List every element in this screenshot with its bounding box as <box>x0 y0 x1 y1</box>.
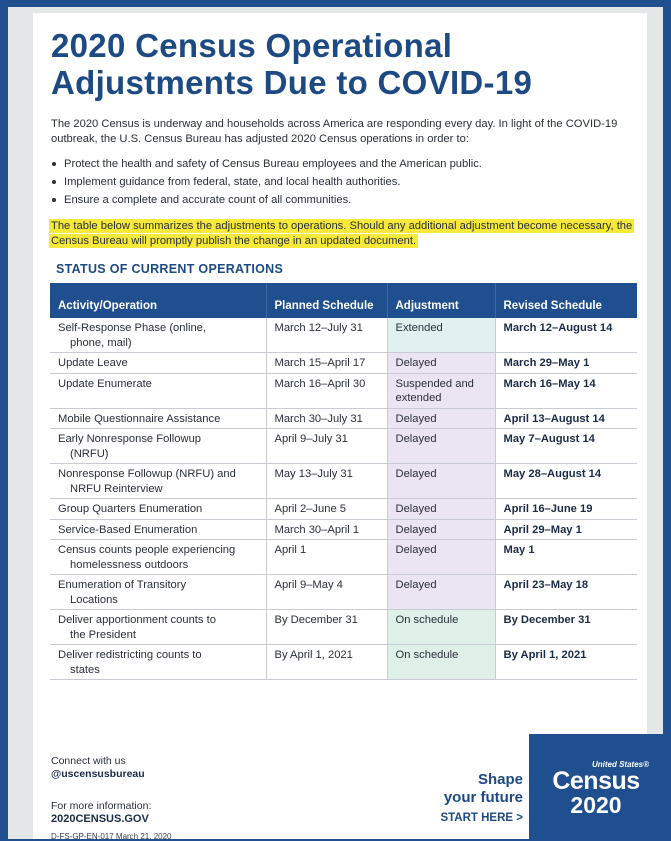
adjustment-text: Delayed <box>395 433 437 445</box>
table-row <box>50 575 637 610</box>
activity-text: Update Enumerate <box>58 377 152 390</box>
revised-cell: March 12–August 14 <box>495 318 637 353</box>
intro-paragraph: The 2020 Census is underway and households across America are responding every day. In light of the COVID-19 outbreak, the U.S. Census Bureau has adjusted 2020 Census operations in order to: <box>51 118 618 145</box>
activity-text: Census counts people experiencing <box>58 544 236 556</box>
planned-cell: April 9–May 4 <box>266 575 387 610</box>
activity-text: states <box>70 663 100 676</box>
start-here-link[interactable]: START HERE > <box>440 812 523 824</box>
planned-cell: April 2–June 5 <box>266 499 387 520</box>
adjustment-cell <box>387 429 495 464</box>
activity-cell <box>50 610 266 645</box>
highlighted-note-text: The table below summarizes the adjustments to operations. Should any additional adjustment become necessary, the Census Bureau will promptly publish the change in an updated document. <box>51 220 633 247</box>
activity-text: Service-Based Enumeration <box>58 523 198 536</box>
activity-text: (NRFU) <box>70 447 109 460</box>
adjustment-cell <box>387 645 495 680</box>
table-row <box>50 408 637 429</box>
adjustment-text: On schedule <box>395 614 459 626</box>
website-link[interactable]: 2020CENSUS.GOV <box>51 813 149 825</box>
adjustment-cell <box>387 610 495 645</box>
adjustment-cell <box>387 408 495 429</box>
adjustment-text: Suspended and <box>395 377 474 390</box>
revised-cell: April 23–May 18 <box>495 575 637 610</box>
activity-cell <box>50 540 266 575</box>
planned-cell: March 30–April 1 <box>266 519 387 540</box>
revised-cell: March 29–May 1 <box>495 353 637 374</box>
activity-cell <box>50 429 266 464</box>
activity-text: homelessness outdoors <box>70 558 189 571</box>
revised-cell: May 7–August 14 <box>495 429 637 464</box>
adjustment-cell <box>387 519 495 540</box>
title-line-1: 2020 Census Operational <box>51 27 453 64</box>
table-row <box>50 318 637 353</box>
adjustment-text: Extended <box>395 322 443 334</box>
revised-cell: By December 31 <box>495 610 637 645</box>
logo-united-states: United States® <box>591 760 649 769</box>
cta-line-1: Shape <box>477 771 523 788</box>
adjustment-text: Delayed <box>395 357 437 369</box>
goal-item: Ensure a complete and accurate count of all communities. <box>51 191 637 209</box>
revised-cell: March 16–May 14 <box>495 373 637 408</box>
revised-cell: April 29–May 1 <box>495 519 637 540</box>
adjustment-text: Delayed <box>395 468 437 480</box>
planned-cell: By April 1, 2021 <box>266 645 387 680</box>
table-row <box>50 353 637 374</box>
activity-cell <box>50 575 266 610</box>
activity-cell <box>50 519 266 540</box>
table-body <box>50 318 637 680</box>
adjustment-text: On schedule <box>395 649 459 661</box>
table-row <box>50 610 637 645</box>
table-header-row <box>50 283 637 318</box>
planned-cell: April 1 <box>266 540 387 575</box>
planned-cell: March 15–April 17 <box>266 353 387 374</box>
document-meta: D-FS-GP-EN-017 March 21, 2020 <box>51 832 172 841</box>
more-info-label: For more information: <box>51 800 152 812</box>
table-row <box>50 429 637 464</box>
revised-cell: April 13–August 14 <box>495 408 637 429</box>
adjustment-text: Delayed <box>395 544 437 556</box>
revised-cell: May 1 <box>495 540 637 575</box>
planned-cell: May 13–July 31 <box>266 464 387 499</box>
status-heading: STATUS OF CURRENT OPERATIONS <box>56 262 284 276</box>
adjustment-cell <box>387 373 495 408</box>
header-revised: Revised Schedule <box>495 283 637 318</box>
adjustment-text: Delayed <box>395 523 437 536</box>
goals-list <box>51 155 637 209</box>
document-sheet <box>33 13 647 839</box>
goal-item: Implement guidance from federal, state, and local health authorities. <box>51 173 637 191</box>
activity-text: Deliver redistricting counts to <box>58 649 202 661</box>
activity-cell <box>50 353 266 374</box>
logo-year: 2020 <box>570 792 622 818</box>
adjustment-cell <box>387 318 495 353</box>
header-planned: Planned Schedule <box>266 283 387 318</box>
adjustment-text: Delayed <box>395 503 437 515</box>
logo-census: Census <box>552 767 640 795</box>
adjustment-text: extended <box>395 392 442 404</box>
highlighted-note <box>49 219 641 249</box>
adjustment-text: Delayed <box>395 579 437 591</box>
adjustment-text: Delayed <box>395 412 437 425</box>
activity-text: Locations <box>70 593 118 606</box>
table-row <box>50 464 637 499</box>
adjustment-cell <box>387 353 495 374</box>
cta-block <box>440 771 523 824</box>
adjustment-cell <box>387 540 495 575</box>
activity-text: phone, mail) <box>70 336 132 349</box>
activity-cell <box>50 645 266 680</box>
activity-cell <box>50 464 266 499</box>
activity-text: Self-Response Phase (online, <box>58 322 207 334</box>
cta-line-2: your future <box>443 789 523 806</box>
goal-item: Protect the health and safety of Census Bureau employees and the American public. <box>51 155 637 173</box>
adjustment-cell <box>387 464 495 499</box>
activity-cell <box>50 373 266 408</box>
connect-label: Connect with us <box>51 755 126 767</box>
header-adjustment: Adjustment <box>387 283 495 318</box>
planned-cell: By December 31 <box>266 610 387 645</box>
activity-cell <box>50 318 266 353</box>
operations-table <box>50 283 637 680</box>
activity-cell <box>50 499 266 520</box>
revised-cell: By April 1, 2021 <box>495 645 637 680</box>
activity-text: Nonresponse Followup (NRFU) and <box>58 468 236 480</box>
footer-contact <box>51 755 172 841</box>
adjustment-cell <box>387 499 495 520</box>
planned-cell: March 16–April 30 <box>266 373 387 408</box>
activity-text: the President <box>70 628 136 641</box>
table-row <box>50 645 637 680</box>
title-line-2: Adjustments Due to COVID-19 <box>51 64 533 101</box>
table-row <box>50 499 637 520</box>
revised-cell: April 16–June 19 <box>495 499 637 520</box>
activity-text: Enumeration of Transitory <box>58 579 187 591</box>
activity-text: NRFU Reinterview <box>70 482 163 495</box>
table-row <box>50 540 637 575</box>
document-title <box>51 27 631 101</box>
planned-cell: March 30–July 31 <box>266 408 387 429</box>
planned-cell: March 12–July 31 <box>266 318 387 353</box>
adjustment-cell <box>387 575 495 610</box>
table-row <box>50 519 637 540</box>
activity-text: Deliver apportionment counts to <box>58 614 216 626</box>
page-frame <box>8 7 663 839</box>
table-row <box>50 373 637 408</box>
census-2020-logo <box>529 734 663 839</box>
activity-text: Mobile Questionnaire Assistance <box>58 412 221 425</box>
social-handle-link[interactable]: @uscensusbureau <box>51 768 145 780</box>
activity-text: Early Nonresponse Followup <box>58 433 202 445</box>
header-activity: Activity/Operation <box>50 283 266 318</box>
activity-text: Update Leave <box>58 357 128 369</box>
revised-cell: May 28–August 14 <box>495 464 637 499</box>
planned-cell: April 9–July 31 <box>266 429 387 464</box>
activity-cell <box>50 408 266 429</box>
activity-text: Group Quarters Enumeration <box>58 503 203 515</box>
